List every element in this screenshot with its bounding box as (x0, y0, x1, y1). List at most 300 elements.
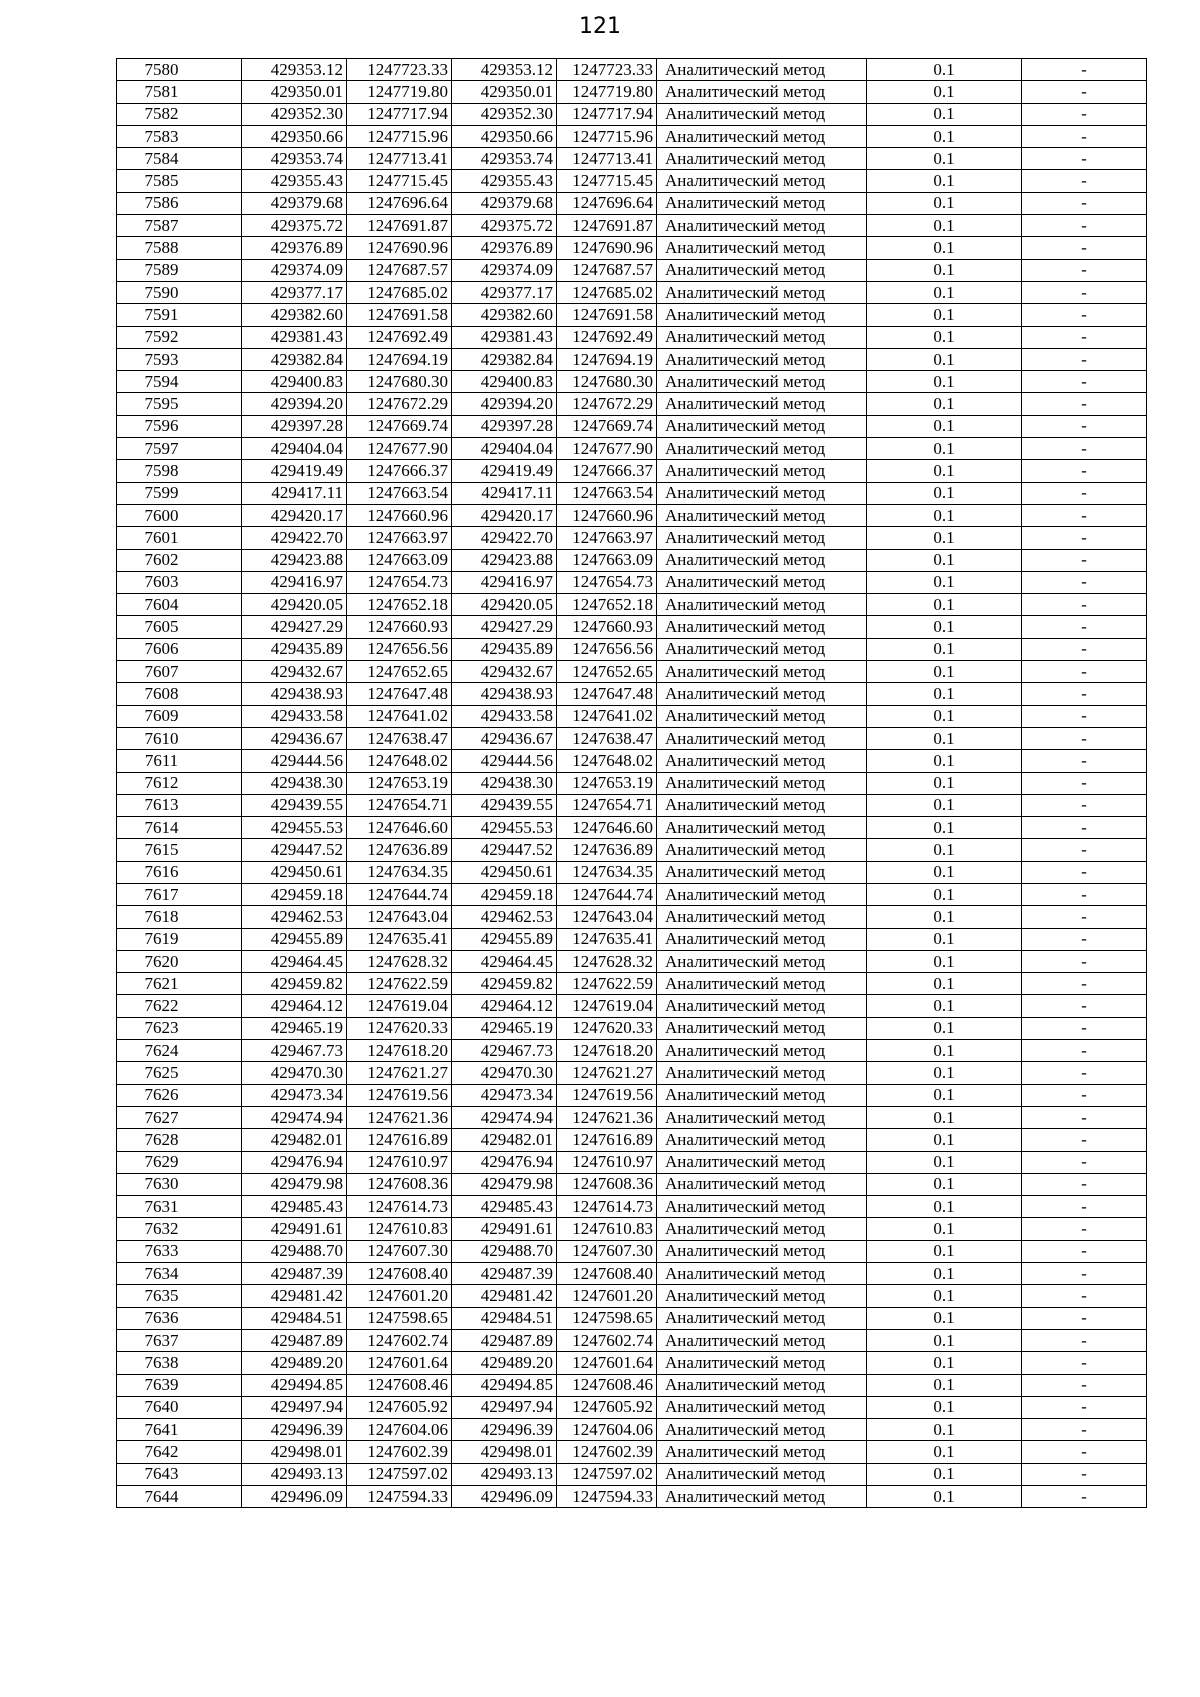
method-cell: Аналитический метод (657, 482, 867, 504)
accuracy-cell: 0.1 (867, 817, 1022, 839)
x-coord-2-cell: 429355.43 (452, 170, 557, 192)
method-cell: Аналитический метод (657, 1352, 867, 1374)
accuracy-cell: 0.1 (867, 170, 1022, 192)
x-coord-2-cell: 429375.72 (452, 215, 557, 237)
x-coord-cell: 429447.52 (242, 839, 347, 861)
accuracy-cell: 0.1 (867, 326, 1022, 348)
point-id-cell: 7608 (117, 683, 242, 705)
x-coord-cell: 429459.18 (242, 883, 347, 905)
x-coord-cell: 429422.70 (242, 527, 347, 549)
note-cell: - (1022, 326, 1147, 348)
x-coord-2-cell: 429438.30 (452, 772, 557, 794)
x-coord-cell: 429479.98 (242, 1173, 347, 1195)
method-cell: Аналитический метод (657, 727, 867, 749)
y-coord-cell: 1247648.02 (347, 750, 452, 772)
method-cell: Аналитический метод (657, 103, 867, 125)
y-coord-2-cell: 1247672.29 (557, 393, 657, 415)
accuracy-cell: 0.1 (867, 705, 1022, 727)
accuracy-cell: 0.1 (867, 772, 1022, 794)
accuracy-cell: 0.1 (867, 973, 1022, 995)
x-coord-cell: 429455.53 (242, 817, 347, 839)
note-cell: - (1022, 59, 1147, 81)
y-coord-cell: 1247660.93 (347, 616, 452, 638)
method-cell: Аналитический метод (657, 594, 867, 616)
y-coord-cell: 1247691.87 (347, 215, 452, 237)
x-coord-2-cell: 429417.11 (452, 482, 557, 504)
table-row (117, 393, 1147, 415)
y-coord-cell: 1247663.09 (347, 549, 452, 571)
point-id-cell: 7629 (117, 1151, 242, 1173)
y-coord-2-cell: 1247660.93 (557, 616, 657, 638)
x-coord-2-cell: 429376.89 (452, 237, 557, 259)
y-coord-cell: 1247614.73 (347, 1196, 452, 1218)
x-coord-cell: 429464.12 (242, 995, 347, 1017)
note-cell: - (1022, 371, 1147, 393)
x-coord-cell: 429497.94 (242, 1396, 347, 1418)
accuracy-cell: 0.1 (867, 1062, 1022, 1084)
y-coord-cell: 1247616.89 (347, 1129, 452, 1151)
y-coord-cell: 1247685.02 (347, 281, 452, 303)
y-coord-2-cell: 1247608.46 (557, 1374, 657, 1396)
y-coord-2-cell: 1247723.33 (557, 59, 657, 81)
x-coord-cell: 429427.29 (242, 616, 347, 638)
note-cell: - (1022, 460, 1147, 482)
y-coord-2-cell: 1247601.20 (557, 1285, 657, 1307)
x-coord-cell: 429489.20 (242, 1352, 347, 1374)
accuracy-cell: 0.1 (867, 1129, 1022, 1151)
x-coord-2-cell: 429404.04 (452, 438, 557, 460)
table-row (117, 861, 1147, 883)
note-cell: - (1022, 861, 1147, 883)
note-cell: - (1022, 259, 1147, 281)
x-coord-2-cell: 429420.05 (452, 594, 557, 616)
table-row (117, 81, 1147, 103)
y-coord-2-cell: 1247622.59 (557, 973, 657, 995)
y-coord-2-cell: 1247719.80 (557, 81, 657, 103)
accuracy-cell: 0.1 (867, 727, 1022, 749)
y-coord-cell: 1247652.65 (347, 661, 452, 683)
page-number: 121 (579, 14, 621, 39)
y-coord-2-cell: 1247685.02 (557, 281, 657, 303)
method-cell: Аналитический метод (657, 1106, 867, 1128)
point-id-cell: 7625 (117, 1062, 242, 1084)
x-coord-cell: 429417.11 (242, 482, 347, 504)
method-cell: Аналитический метод (657, 326, 867, 348)
note-cell: - (1022, 928, 1147, 950)
accuracy-cell: 0.1 (867, 1196, 1022, 1218)
x-coord-cell: 429355.43 (242, 170, 347, 192)
y-coord-2-cell: 1247646.60 (557, 817, 657, 839)
point-id-cell: 7588 (117, 237, 242, 259)
method-cell: Аналитический метод (657, 81, 867, 103)
y-coord-cell: 1247687.57 (347, 259, 452, 281)
y-coord-cell: 1247604.06 (347, 1419, 452, 1441)
accuracy-cell: 0.1 (867, 861, 1022, 883)
y-coord-2-cell: 1247594.33 (557, 1486, 657, 1508)
accuracy-cell: 0.1 (867, 1084, 1022, 1106)
table-row (117, 1196, 1147, 1218)
method-cell: Аналитический метод (657, 170, 867, 192)
x-coord-cell: 429485.43 (242, 1196, 347, 1218)
note-cell: - (1022, 281, 1147, 303)
accuracy-cell: 0.1 (867, 1486, 1022, 1508)
x-coord-cell: 429416.97 (242, 571, 347, 593)
x-coord-2-cell: 429496.39 (452, 1419, 557, 1441)
x-coord-2-cell: 429487.39 (452, 1263, 557, 1285)
point-id-cell: 7642 (117, 1441, 242, 1463)
y-coord-2-cell: 1247677.90 (557, 438, 657, 460)
y-coord-cell: 1247621.27 (347, 1062, 452, 1084)
note-cell: - (1022, 393, 1147, 415)
x-coord-2-cell: 429419.49 (452, 460, 557, 482)
table-row (117, 348, 1147, 370)
table-row (117, 438, 1147, 460)
x-coord-2-cell: 429377.17 (452, 281, 557, 303)
x-coord-2-cell: 429481.42 (452, 1285, 557, 1307)
y-coord-cell: 1247634.35 (347, 861, 452, 883)
note-cell: - (1022, 839, 1147, 861)
y-coord-cell: 1247715.45 (347, 170, 452, 192)
x-coord-2-cell: 429496.09 (452, 1486, 557, 1508)
point-id-cell: 7621 (117, 973, 242, 995)
x-coord-2-cell: 429438.93 (452, 683, 557, 705)
y-coord-cell: 1247669.74 (347, 415, 452, 437)
x-coord-2-cell: 429484.51 (452, 1307, 557, 1329)
note-cell: - (1022, 817, 1147, 839)
y-coord-2-cell: 1247663.97 (557, 527, 657, 549)
table-body (117, 59, 1147, 1508)
y-coord-cell: 1247622.59 (347, 973, 452, 995)
point-id-cell: 7622 (117, 995, 242, 1017)
x-coord-cell: 429467.73 (242, 1040, 347, 1062)
note-cell: - (1022, 1240, 1147, 1262)
accuracy-cell: 0.1 (867, 304, 1022, 326)
method-cell: Аналитический метод (657, 125, 867, 147)
point-id-cell: 7591 (117, 304, 242, 326)
x-coord-2-cell: 429450.61 (452, 861, 557, 883)
accuracy-cell: 0.1 (867, 125, 1022, 147)
x-coord-2-cell: 429352.30 (452, 103, 557, 125)
point-id-cell: 7612 (117, 772, 242, 794)
accuracy-cell: 0.1 (867, 1240, 1022, 1262)
x-coord-cell: 429353.74 (242, 148, 347, 170)
x-coord-cell: 429352.30 (242, 103, 347, 125)
accuracy-cell: 0.1 (867, 549, 1022, 571)
x-coord-2-cell: 429479.98 (452, 1173, 557, 1195)
x-coord-2-cell: 429382.84 (452, 348, 557, 370)
table-row (117, 817, 1147, 839)
accuracy-cell: 0.1 (867, 1106, 1022, 1128)
table-row (117, 973, 1147, 995)
table-row (117, 549, 1147, 571)
x-coord-cell: 429439.55 (242, 794, 347, 816)
accuracy-cell: 0.1 (867, 371, 1022, 393)
x-coord-cell: 429459.82 (242, 973, 347, 995)
table-row (117, 304, 1147, 326)
x-coord-cell: 429419.49 (242, 460, 347, 482)
method-cell: Аналитический метод (657, 995, 867, 1017)
note-cell: - (1022, 348, 1147, 370)
y-coord-cell: 1247672.29 (347, 393, 452, 415)
accuracy-cell: 0.1 (867, 103, 1022, 125)
table-row (117, 259, 1147, 281)
note-cell: - (1022, 638, 1147, 660)
y-coord-cell: 1247607.30 (347, 1240, 452, 1262)
point-id-cell: 7593 (117, 348, 242, 370)
x-coord-2-cell: 429350.66 (452, 125, 557, 147)
y-coord-2-cell: 1247605.92 (557, 1396, 657, 1418)
x-coord-2-cell: 429470.30 (452, 1062, 557, 1084)
point-id-cell: 7630 (117, 1173, 242, 1195)
table-row (117, 1285, 1147, 1307)
y-coord-2-cell: 1247687.57 (557, 259, 657, 281)
point-id-cell: 7592 (117, 326, 242, 348)
accuracy-cell: 0.1 (867, 527, 1022, 549)
point-id-cell: 7610 (117, 727, 242, 749)
y-coord-2-cell: 1247619.04 (557, 995, 657, 1017)
method-cell: Аналитический метод (657, 1017, 867, 1039)
accuracy-cell: 0.1 (867, 906, 1022, 928)
table-row (117, 371, 1147, 393)
y-coord-2-cell: 1247666.37 (557, 460, 657, 482)
method-cell: Аналитический метод (657, 616, 867, 638)
y-coord-cell: 1247680.30 (347, 371, 452, 393)
table-row (117, 638, 1147, 660)
x-coord-cell: 429377.17 (242, 281, 347, 303)
x-coord-2-cell: 429379.68 (452, 192, 557, 214)
point-id-cell: 7620 (117, 950, 242, 972)
accuracy-cell: 0.1 (867, 281, 1022, 303)
point-id-cell: 7582 (117, 103, 242, 125)
note-cell: - (1022, 1441, 1147, 1463)
point-id-cell: 7602 (117, 549, 242, 571)
x-coord-cell: 429476.94 (242, 1151, 347, 1173)
table-row (117, 772, 1147, 794)
accuracy-cell: 0.1 (867, 1307, 1022, 1329)
x-coord-2-cell: 429353.74 (452, 148, 557, 170)
y-coord-cell: 1247605.92 (347, 1396, 452, 1418)
method-cell: Аналитический метод (657, 1396, 867, 1418)
point-id-cell: 7587 (117, 215, 242, 237)
table-row (117, 928, 1147, 950)
accuracy-cell: 0.1 (867, 1419, 1022, 1441)
x-coord-2-cell: 429420.17 (452, 504, 557, 526)
coordinates-table (116, 58, 1147, 1508)
x-coord-2-cell: 429464.12 (452, 995, 557, 1017)
accuracy-cell: 0.1 (867, 750, 1022, 772)
table-row (117, 170, 1147, 192)
point-id-cell: 7596 (117, 415, 242, 437)
accuracy-cell: 0.1 (867, 1374, 1022, 1396)
method-cell: Аналитический метод (657, 839, 867, 861)
table-row (117, 527, 1147, 549)
note-cell: - (1022, 125, 1147, 147)
y-coord-2-cell: 1247602.74 (557, 1329, 657, 1351)
x-coord-2-cell: 429436.67 (452, 727, 557, 749)
x-coord-cell: 429436.67 (242, 727, 347, 749)
table-row (117, 1106, 1147, 1128)
y-coord-2-cell: 1247598.65 (557, 1307, 657, 1329)
method-cell: Аналитический метод (657, 794, 867, 816)
y-coord-cell: 1247647.48 (347, 683, 452, 705)
y-coord-cell: 1247663.97 (347, 527, 452, 549)
point-id-cell: 7623 (117, 1017, 242, 1039)
table-row (117, 281, 1147, 303)
y-coord-cell: 1247660.96 (347, 504, 452, 526)
method-cell: Аналитический метод (657, 215, 867, 237)
method-cell: Аналитический метод (657, 59, 867, 81)
x-coord-cell: 429455.89 (242, 928, 347, 950)
accuracy-cell: 0.1 (867, 504, 1022, 526)
y-coord-cell: 1247692.49 (347, 326, 452, 348)
note-cell: - (1022, 1017, 1147, 1039)
table-row (117, 1062, 1147, 1084)
method-cell: Аналитический метод (657, 638, 867, 660)
note-cell: - (1022, 237, 1147, 259)
note-cell: - (1022, 683, 1147, 705)
note-cell: - (1022, 1486, 1147, 1508)
y-coord-2-cell: 1247636.89 (557, 839, 657, 861)
y-coord-2-cell: 1247717.94 (557, 103, 657, 125)
y-coord-2-cell: 1247647.48 (557, 683, 657, 705)
y-coord-cell: 1247644.74 (347, 883, 452, 905)
method-cell: Аналитический метод (657, 192, 867, 214)
y-coord-cell: 1247696.64 (347, 192, 452, 214)
point-id-cell: 7611 (117, 750, 242, 772)
point-id-cell: 7639 (117, 1374, 242, 1396)
y-coord-2-cell: 1247644.74 (557, 883, 657, 905)
table-row (117, 950, 1147, 972)
x-coord-cell: 429470.30 (242, 1062, 347, 1084)
table-row (117, 482, 1147, 504)
x-coord-cell: 429381.43 (242, 326, 347, 348)
method-cell: Аналитический метод (657, 1441, 867, 1463)
table-row (117, 59, 1147, 81)
accuracy-cell: 0.1 (867, 415, 1022, 437)
x-coord-cell: 429484.51 (242, 1307, 347, 1329)
x-coord-2-cell: 429427.29 (452, 616, 557, 638)
y-coord-cell: 1247656.56 (347, 638, 452, 660)
method-cell: Аналитический метод (657, 571, 867, 593)
y-coord-cell: 1247719.80 (347, 81, 452, 103)
accuracy-cell: 0.1 (867, 661, 1022, 683)
method-cell: Аналитический метод (657, 1419, 867, 1441)
point-id-cell: 7603 (117, 571, 242, 593)
y-coord-cell: 1247666.37 (347, 460, 452, 482)
y-coord-2-cell: 1247602.39 (557, 1441, 657, 1463)
x-coord-2-cell: 429432.67 (452, 661, 557, 683)
accuracy-cell: 0.1 (867, 683, 1022, 705)
note-cell: - (1022, 304, 1147, 326)
method-cell: Аналитический метод (657, 817, 867, 839)
method-cell: Аналитический метод (657, 772, 867, 794)
note-cell: - (1022, 438, 1147, 460)
y-coord-cell: 1247654.71 (347, 794, 452, 816)
x-coord-2-cell: 429497.94 (452, 1396, 557, 1418)
table-row (117, 1173, 1147, 1195)
y-coord-2-cell: 1247680.30 (557, 371, 657, 393)
y-coord-cell: 1247619.56 (347, 1084, 452, 1106)
note-cell: - (1022, 1129, 1147, 1151)
x-coord-2-cell: 429459.82 (452, 973, 557, 995)
x-coord-cell: 429394.20 (242, 393, 347, 415)
y-coord-cell: 1247597.02 (347, 1463, 452, 1485)
y-coord-2-cell: 1247643.04 (557, 906, 657, 928)
x-coord-cell: 429350.66 (242, 125, 347, 147)
point-id-cell: 7614 (117, 817, 242, 839)
x-coord-cell: 429487.39 (242, 1263, 347, 1285)
table-row (117, 326, 1147, 348)
point-id-cell: 7634 (117, 1263, 242, 1285)
x-coord-2-cell: 429444.56 (452, 750, 557, 772)
note-cell: - (1022, 215, 1147, 237)
x-coord-cell: 429491.61 (242, 1218, 347, 1240)
x-coord-2-cell: 429493.13 (452, 1463, 557, 1485)
y-coord-2-cell: 1247691.87 (557, 215, 657, 237)
point-id-cell: 7637 (117, 1329, 242, 1351)
note-cell: - (1022, 616, 1147, 638)
note-cell: - (1022, 482, 1147, 504)
y-coord-2-cell: 1247641.02 (557, 705, 657, 727)
y-coord-2-cell: 1247652.65 (557, 661, 657, 683)
table-row (117, 504, 1147, 526)
y-coord-cell: 1247717.94 (347, 103, 452, 125)
point-id-cell: 7580 (117, 59, 242, 81)
point-id-cell: 7635 (117, 1285, 242, 1307)
accuracy-cell: 0.1 (867, 192, 1022, 214)
x-coord-2-cell: 429465.19 (452, 1017, 557, 1039)
x-coord-2-cell: 429491.61 (452, 1218, 557, 1240)
method-cell: Аналитический метод (657, 348, 867, 370)
point-id-cell: 7594 (117, 371, 242, 393)
x-coord-cell: 429465.19 (242, 1017, 347, 1039)
note-cell: - (1022, 1419, 1147, 1441)
method-cell: Аналитический метод (657, 237, 867, 259)
point-id-cell: 7616 (117, 861, 242, 883)
table-row (117, 1396, 1147, 1418)
table-row (117, 1263, 1147, 1285)
note-cell: - (1022, 1463, 1147, 1485)
table-row (117, 995, 1147, 1017)
point-id-cell: 7613 (117, 794, 242, 816)
table-row (117, 727, 1147, 749)
method-cell: Аналитический метод (657, 281, 867, 303)
y-coord-2-cell: 1247715.45 (557, 170, 657, 192)
note-cell: - (1022, 1285, 1147, 1307)
x-coord-2-cell: 429400.83 (452, 371, 557, 393)
table-row (117, 103, 1147, 125)
accuracy-cell: 0.1 (867, 460, 1022, 482)
x-coord-2-cell: 429447.52 (452, 839, 557, 861)
method-cell: Аналитический метод (657, 1307, 867, 1329)
table-row (117, 1240, 1147, 1262)
method-cell: Аналитический метод (657, 371, 867, 393)
y-coord-cell: 1247619.04 (347, 995, 452, 1017)
y-coord-2-cell: 1247652.18 (557, 594, 657, 616)
note-cell: - (1022, 571, 1147, 593)
x-coord-cell: 429462.53 (242, 906, 347, 928)
x-coord-2-cell: 429397.28 (452, 415, 557, 437)
accuracy-cell: 0.1 (867, 1463, 1022, 1485)
y-coord-2-cell: 1247696.64 (557, 192, 657, 214)
y-coord-cell: 1247621.36 (347, 1106, 452, 1128)
y-coord-2-cell: 1247694.19 (557, 348, 657, 370)
table-row (117, 839, 1147, 861)
point-id-cell: 7595 (117, 393, 242, 415)
x-coord-cell: 429432.67 (242, 661, 347, 683)
point-id-cell: 7617 (117, 883, 242, 905)
x-coord-2-cell: 429482.01 (452, 1129, 557, 1151)
